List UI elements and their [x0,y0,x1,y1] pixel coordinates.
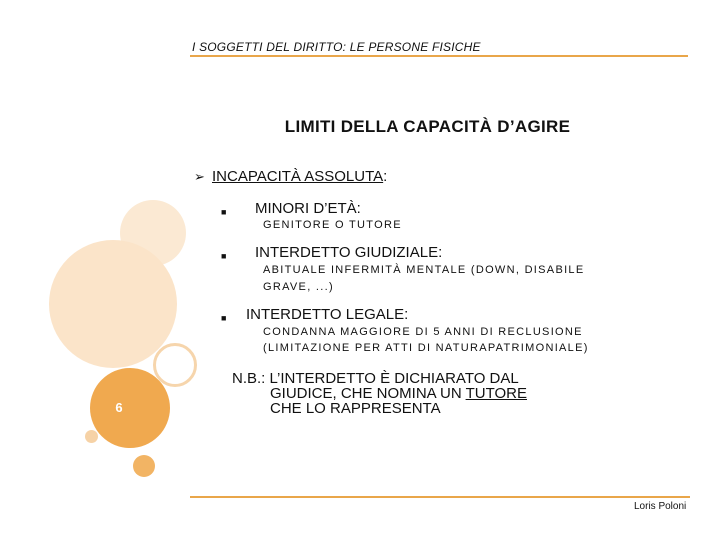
decorative-circle-bottom [133,455,155,477]
note-line-3: CHE LO RAPPRESENTA [270,400,441,417]
page-number: 6 [115,400,123,415]
square-bullet-icon: ■ [221,313,227,323]
item-interdetto-legale-detail-2: (LIMITAZIONE PER ATTI DI NATURAPATRIMONIALE) [263,342,589,354]
decorative-circle-large [49,240,177,368]
level1-label: INCAPACITÀ ASSOLUTA [212,168,384,185]
arrow-bullet-icon: ➢ [194,169,205,184]
note-line-2 [270,386,527,401]
slide-title: LIMITI DELLA CAPACITÀ D’AGIRE [284,117,571,136]
note-line-2-text: GIUDICE, CHE NOMINA UN [270,385,466,402]
item-interdetto-giudiziale-detail-1: ABITUALE INFERMITÀ MENTALE (DOWN, DISABILE [263,264,585,276]
footer-divider [190,496,690,498]
item-interdetto-giudiziale-detail-2: GRAVE, ...) [263,281,334,293]
note-tutore: TUTORE [465,385,527,402]
item-minori: MINORI D’ETÀ: [255,200,361,217]
decorative-circle-page [90,368,170,448]
square-bullet-icon: ■ [221,207,227,217]
header-divider [190,55,688,57]
footer-author: Loris Poloni [634,501,687,512]
item-interdetto-legale: INTERDETTO LEGALE: [246,306,409,323]
level1-suffix: : [383,168,388,185]
item-interdetto-giudiziale: INTERDETTO GIUDIZIALE: [255,244,443,261]
item-minori-detail: GENITORE O TUTORE [263,219,402,231]
decorative-circle-small [85,430,98,443]
header-title: I SOGGETTI DEL DIRITTO: LE PERSONE FISICHE [192,40,481,54]
note-line-1: N.B.: L’INTERDETTO È DICHIARATO DAL [232,370,519,387]
item-interdetto-legale-detail-1: CONDANNA MAGGIORE DI 5 ANNI DI RECLUSIONE [263,326,583,338]
square-bullet-icon: ■ [221,251,227,261]
level1-heading [194,168,387,185]
